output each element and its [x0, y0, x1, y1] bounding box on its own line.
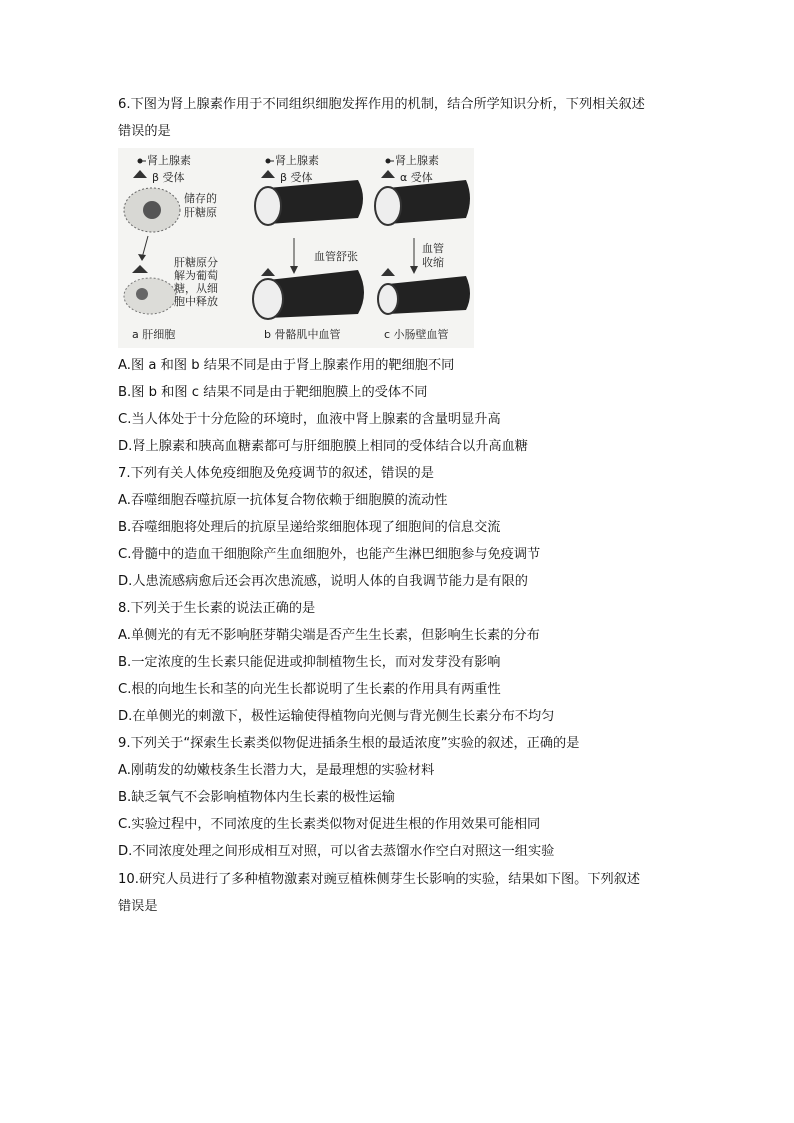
panel-a-caption: a 肝细胞 — [132, 328, 176, 341]
panel-a-stored-l1: 储存的 — [184, 192, 217, 205]
q8-option-c: C.根的向地生长和茎的向光生长都说明了生长素的作用具有两重性 — [118, 682, 501, 697]
liver-cell-nucleus — [143, 201, 161, 219]
q7-option-a: A.吞噬细胞吞噬抗原一抗体复合物依赖于细胞膜的流动性 — [118, 493, 448, 508]
hormone-dot-a — [138, 159, 143, 164]
hormone-dot-b — [266, 159, 271, 164]
q6-option-c: C.当人体处于十分危险的环境时，血液中肾上腺素的含量明显升高 — [118, 412, 501, 427]
q9-option-b: B.缺乏氧气不会影响植物体内生长素的极性运输 — [118, 790, 395, 805]
q7-stem: 7.下列有关人体免疫细胞及免疫调节的叙述，错误的是 — [118, 466, 434, 481]
panel-a-breakdown-l2: 解为葡萄 — [174, 269, 218, 282]
panel-c-effect-l1: 血管 — [422, 242, 444, 255]
panel-c-effect-l2: 收缩 — [422, 256, 444, 269]
q9-option-c: C.实验过程中，不同浓度的生长素类似物对促进生根的作用效果可能相同 — [118, 817, 541, 832]
q9-option-a: A.刚萌发的幼嫩枝条生长潜力大，是最理想的实验材料 — [118, 763, 435, 778]
q10-stem-line1: 10.研究人员进行了多种植物激素对豌豆植株侧芽生长影响的实验，结果如下图。下列叙述 — [118, 872, 641, 887]
liver-cell-bottom — [124, 278, 176, 314]
panel-c-hormone-label: 肾上腺素 — [395, 154, 439, 167]
q8-stem: 8.下列关于生长素的说法正确的是 — [118, 601, 316, 616]
panel-c-caption: c 小肠壁血管 — [384, 328, 449, 341]
panel-a-stored-l2: 肝糖原 — [184, 206, 217, 219]
q6-option-b: B.图 b 和图 c 结果不同是由于靶细胞膜上的受体不同 — [118, 385, 428, 400]
panel-a-breakdown-l3: 糖，从细 — [174, 282, 218, 295]
q9-stem: 9.下列关于“探索生长素类似物促进插条生根的最适浓度”实验的叙述，正确的是 — [118, 736, 580, 751]
q6-option-d: D.肾上腺素和胰高血糖素都可与肝细胞膜上相同的受体结合以升高血糖 — [118, 439, 528, 454]
panel-a-receptor-label: β 受体 — [152, 171, 185, 184]
q8-option-d: D.在单侧光的刺激下，极性运输使得植物向光侧与背光侧生长素分布不均匀 — [118, 709, 555, 724]
panel-b-receptor-label: β 受体 — [280, 171, 313, 184]
q7-option-b: B.吞噬细胞将处理后的抗原呈递给浆细胞体现了细胞间的信息交流 — [118, 520, 501, 535]
q7-option-d: D.人患流感病愈后还会再次患流感，说明人体的自我调节能力是有限的 — [118, 574, 528, 589]
panel-a-breakdown-l1: 肝糖原分 — [174, 256, 218, 269]
panel-a-hormone-label: 肾上腺素 — [147, 154, 191, 167]
adrenaline-mechanism-figure — [118, 148, 474, 348]
q7-option-c: C.骨髓中的造血干细胞除产生血细胞外，也能产生淋巴细胞参与免疫调节 — [118, 547, 541, 562]
q10-stem-line2: 错误是 — [118, 899, 158, 914]
q8-option-a: A.单侧光的有无不影响胚芽鞘尖端是否产生生长素，但影响生长素的分布 — [118, 628, 540, 643]
panel-b-effect-label: 血管舒张 — [314, 250, 358, 263]
q6-option-a: A.图 a 和图 b 结果不同是由于肾上腺素作用的靶细胞不同 — [118, 358, 455, 373]
hormone-dot-c — [386, 159, 391, 164]
q6-stem-line2: 错误的是 — [118, 124, 171, 139]
panel-c-receptor-label: α 受体 — [400, 171, 433, 184]
panel-b-caption: b 骨骼肌中血管 — [264, 328, 341, 341]
panel-b-hormone-label: 肾上腺素 — [275, 154, 319, 167]
q8-option-b: B.一定浓度的生长素只能促进或抑制植物生长，而对发芽没有影响 — [118, 655, 501, 670]
panel-a-breakdown-l4: 胞中释放 — [174, 295, 218, 308]
q9-option-d: D.不同浓度处理之间形成相互对照，可以省去蒸馏水作空白对照这一组实验 — [118, 844, 555, 859]
q6-stem-line1: 6.下图为肾上腺素作用于不同组织细胞发挥作用的机制，结合所学知识分析，下列相关叙述 — [118, 97, 645, 112]
